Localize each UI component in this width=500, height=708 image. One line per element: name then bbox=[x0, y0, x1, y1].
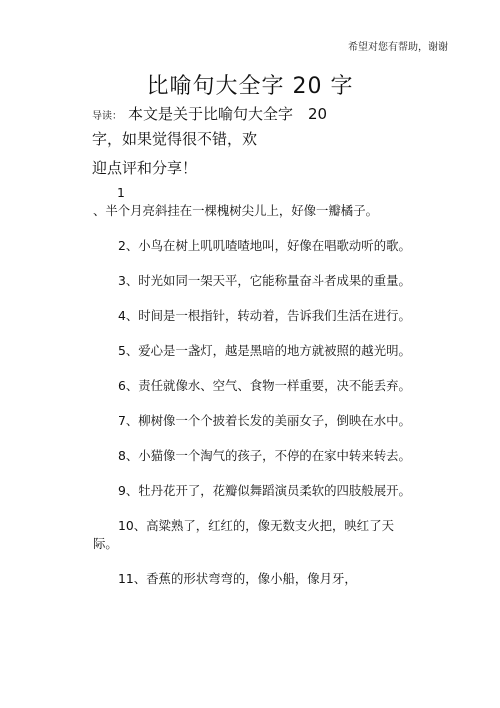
intro-line-2: 字，如果觉得很不错，欢 bbox=[92, 130, 258, 148]
item-text: 10、高粱熟了，红红的，像无数支火把，映红了天际。 bbox=[93, 518, 394, 551]
list-item bbox=[93, 237, 411, 255]
list-item bbox=[93, 482, 411, 500]
intro-text-1: 本文是关于比喻句大全字 20 bbox=[128, 105, 328, 123]
item-text: 、半个月亮斜挂在一棵槐树尖儿上，好像一瓣橘子。 bbox=[93, 203, 378, 218]
item-text: 5、爱心是一盏灯，越是黑暗的地方就被照的越光明。 bbox=[118, 343, 411, 358]
list-item bbox=[93, 307, 411, 325]
item-text: 11、香蕉的形状弯弯的，像小船，像月牙， bbox=[118, 571, 357, 586]
list-item bbox=[93, 342, 411, 360]
list-item bbox=[93, 377, 411, 395]
intro-line-3: 迎点评和分享！ bbox=[92, 159, 198, 177]
list-item bbox=[93, 447, 411, 465]
sentence-list bbox=[93, 184, 411, 588]
item-text: 6、责任就像水、空气、食物一样重要，决不能丢弃。 bbox=[118, 378, 411, 393]
intro-paragraph bbox=[92, 103, 412, 179]
list-item bbox=[93, 184, 411, 220]
list-item bbox=[93, 517, 411, 553]
item-text: 4、时间是一根指针，转动着，告诉我们生活在进行。 bbox=[118, 308, 411, 323]
intro-line-1 bbox=[92, 103, 412, 128]
list-item bbox=[93, 570, 411, 588]
item-text: 2、小鸟在树上叽叽喳喳地叫，好像在唱歌动听的歌。 bbox=[118, 238, 411, 253]
intro-label: 导读： bbox=[92, 111, 122, 122]
header-note: 希望对您有帮助，谢谢 bbox=[348, 42, 448, 53]
item-text: 3、时光如同一架天平，它能称量奋斗者成果的重量。 bbox=[118, 273, 411, 288]
list-item bbox=[93, 272, 411, 290]
item-text: 7、柳树像一个个披着长发的美丽女子，倒映在水中。 bbox=[118, 413, 411, 428]
item-text: 9、牡丹花开了，花瓣似舞蹈演员柔软的四肢般展开。 bbox=[118, 483, 411, 498]
list-item bbox=[93, 412, 411, 430]
item-text: 8、小猫像一个淘气的孩子，不停的在家中转来转去。 bbox=[118, 448, 411, 463]
page-title: 比喻句大全字 20 字 bbox=[146, 74, 354, 99]
item-number: 1 bbox=[117, 185, 125, 200]
